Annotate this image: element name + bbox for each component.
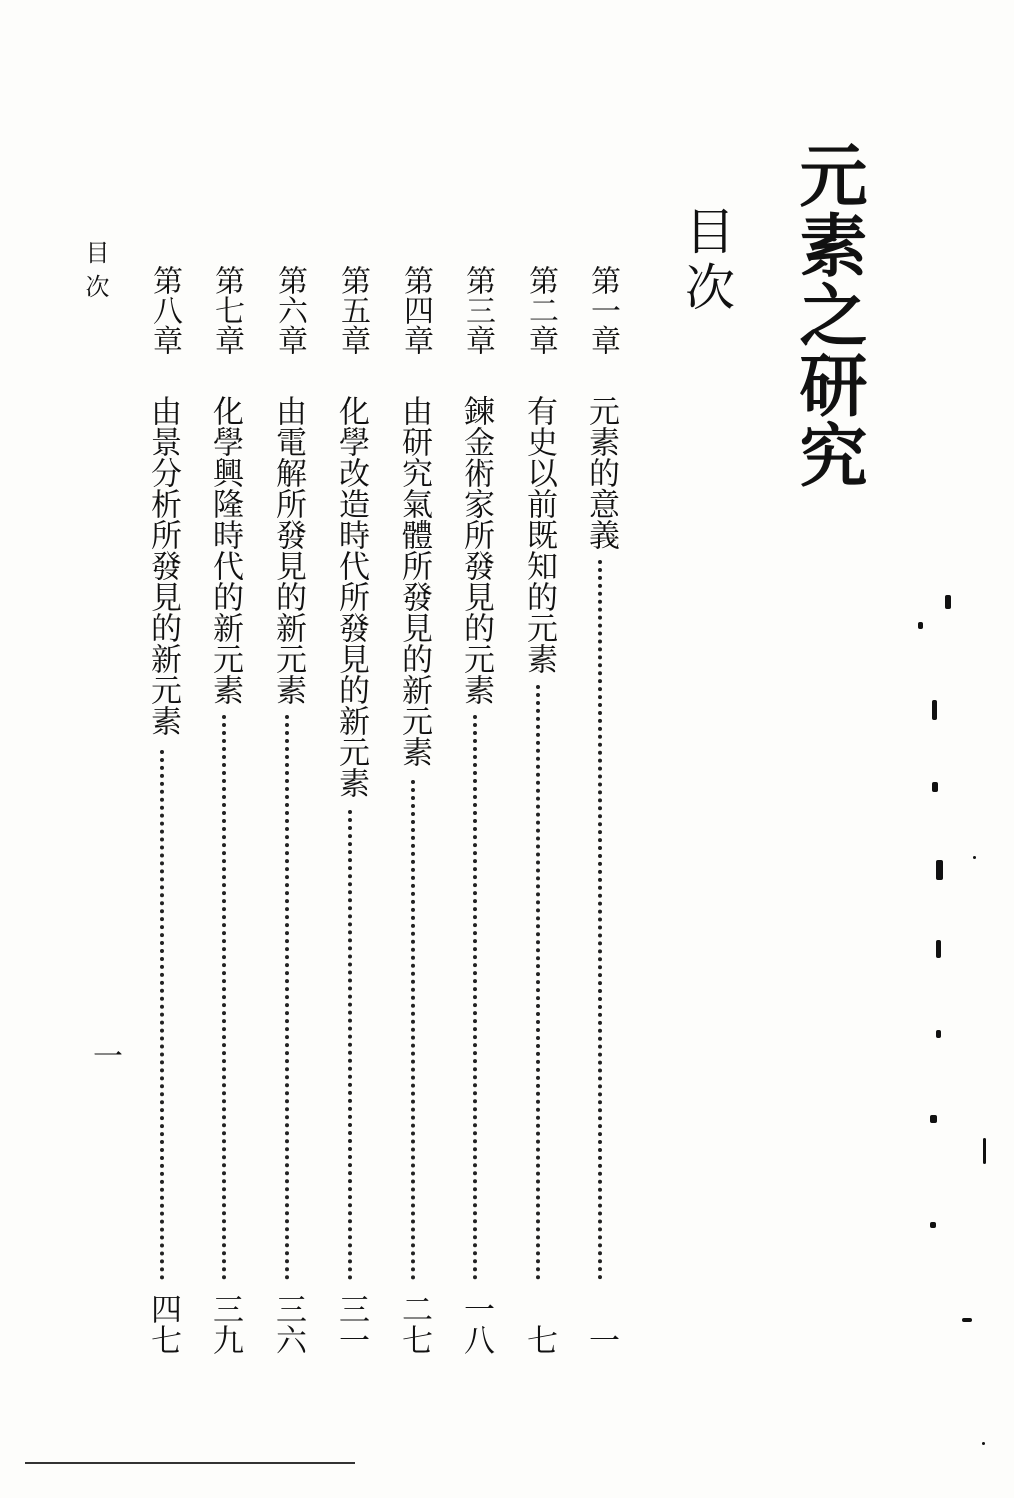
running-header: 目次 — [81, 240, 109, 308]
chapter-title: 元素的意義 — [583, 395, 619, 550]
scan-speck — [936, 1030, 941, 1038]
page-number: 一 — [583, 1324, 619, 1355]
scan-speck — [983, 1138, 986, 1164]
scan-speck — [932, 700, 937, 720]
chapter-number: 第二章 — [523, 265, 558, 355]
toc-entry — [265, 265, 311, 1355]
page-number: 四七 — [145, 1293, 181, 1355]
leader-dots — [160, 750, 170, 1280]
book-title: 元素之研究 — [788, 140, 868, 490]
scan-speck — [982, 1442, 985, 1445]
toc-entry — [328, 265, 374, 1355]
chapter-number: 第三章 — [460, 265, 495, 355]
leader-dots — [411, 780, 421, 1280]
scan-speck — [936, 860, 943, 880]
chapter-number: 第七章 — [209, 265, 244, 355]
scan-speck — [936, 940, 941, 958]
scan-speck — [945, 595, 951, 609]
toc-entry — [578, 265, 624, 1355]
leader-dots — [473, 715, 483, 1280]
scan-speck — [973, 856, 976, 859]
scan-speck — [918, 622, 923, 629]
chapter-title: 鍊金術家所發見的元素 — [458, 395, 494, 705]
leader-dots — [598, 560, 608, 1280]
toc-entry — [140, 265, 186, 1355]
toc-heading: 目次 — [677, 205, 735, 317]
chapter-number: 第八章 — [147, 265, 182, 355]
bottom-rule — [25, 1462, 355, 1464]
page-number: 三一 — [333, 1293, 369, 1355]
chapter-number: 第五章 — [335, 265, 370, 355]
toc-entry — [453, 265, 499, 1355]
scan-speck — [932, 782, 938, 792]
scan-speck — [930, 1222, 936, 1228]
toc-entry — [391, 265, 437, 1355]
chapter-title: 化學興隆時代的新元素 — [207, 395, 243, 705]
folio-page-number: 一 — [87, 1040, 122, 1070]
chapter-number: 第一章 — [585, 265, 620, 355]
leader-dots — [222, 715, 232, 1280]
page-number: 三九 — [207, 1293, 243, 1355]
chapter-title: 由電解所發見的新元素 — [270, 395, 306, 705]
chapter-title: 由景分析所發見的新元素 — [145, 395, 181, 736]
toc-entry — [202, 265, 248, 1355]
chapter-number: 第四章 — [398, 265, 433, 355]
chapter-title: 化學改造時代所發見的新元素 — [333, 395, 369, 798]
page-number: 一八 — [458, 1293, 494, 1355]
chapter-title: 由研究氣體所發見的新元素 — [396, 395, 432, 767]
page-number: 七 — [521, 1324, 557, 1355]
page-number: 二七 — [396, 1293, 432, 1355]
leader-dots — [348, 810, 358, 1280]
scan-speck — [930, 1115, 937, 1123]
chapter-number: 第六章 — [272, 265, 307, 355]
page-number: 三六 — [270, 1293, 306, 1355]
leader-dots — [285, 715, 295, 1280]
leader-dots — [536, 685, 546, 1280]
scan-speck — [962, 1318, 972, 1322]
toc-entry — [516, 265, 562, 1355]
chapter-title: 有史以前既知的元素 — [521, 395, 557, 674]
